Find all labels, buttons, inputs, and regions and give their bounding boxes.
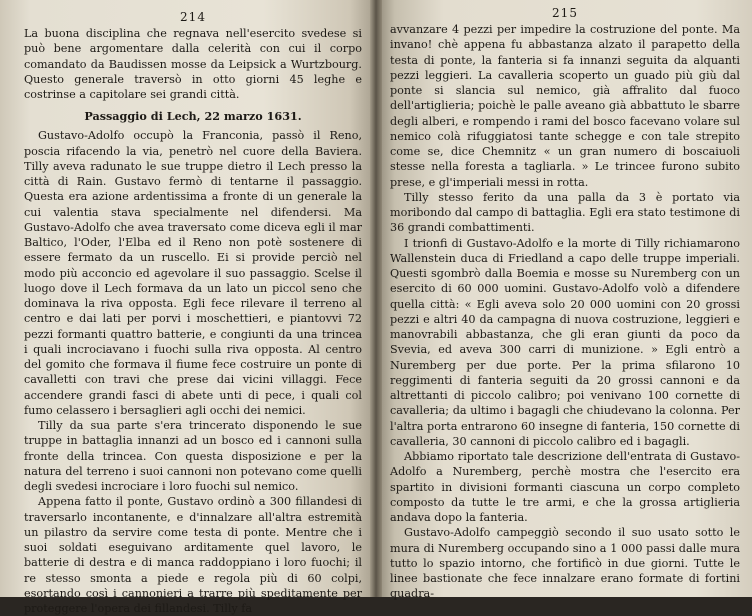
- page-number-right: 215: [552, 6, 578, 20]
- section-heading: Passaggio di Lech, 22 marzo 1631.: [84, 109, 302, 124]
- paragraph: Appena fatto il ponte, Gustavo ordinò a 300 fillandesi di traversarlo incontanente, e d'innalzare all'altra estremità un pilastro da servire come testa di ponte. Mentre che i suoi soldati eseguivano arditamente quel lavoro, le batterie di destra e di manca raddoppiano i loro fuochi; il re stesso smonta a piede e regola più di 60 colpi, esortando così i cannonieri a trarre più speditamente per proteggere l'opera dei fillandesi. Tilly fa: [24, 495, 362, 615]
- paragraph: Tilly stesso ferito da una palla da 3 è portato via moribondo dal campo di battaglia. Egli era stato testimone di 36 grandi combattimenti.: [390, 190, 740, 235]
- right-page: [376, 0, 752, 601]
- book-gutter: [370, 0, 382, 597]
- page-number-left: 214: [180, 10, 206, 24]
- paragraph-continued: avvanzare 4 pezzi per impedire la costruzione del ponte. Ma invano! chè appena fu abbastanza alzato il parapetto della testa di ponte, la fanteria si fa innanzi seguita da alquanti pezzi leggieri. La cavalleria scoperto un guado più giù dal ponte si slancia sul nemico, già affralito dal fuoco dell'artiglieria; poichè le palle aveano già abbattuto le sbarre degli alberi, e rompendo i rami del bosco facevano volare sul nemico colà rifuggiatosi tante schegge e con tale strepito come se, dice Chemnitz « un gran numero di boscaiuoli stesse nella foresta a tagliarla. » Le trincee furono subito prese, e gl'imperiali messi in rotta.: [390, 23, 740, 189]
- paragraph: Abbiamo riportato tale descrizione dell'entrata di Gustavo-Adolfo a Nuremberg, perchè mostra che l'esercito era spartito in divisioni formanti ciascuna un corpo completo composto da tutte le tre armi, e che la grossa artiglieria andava dopo la fanteria.: [390, 450, 740, 524]
- paragraph: Gustavo-Adolfo campeggiò secondo il suo usato sotto le mura di Nuremberg occupando sino a 1 000 passi dalle mura tutto lo spazio intorno, che fortificò in due giorni. Tutte le linee bastionate che fece innalzare erano formate di fortini quadra-: [390, 526, 740, 601]
- paragraph: Gustavo-Adolfo occupò la Franconia, passò il Reno, poscia rifacendo la via, penetrò nel cuore della Baviera. Tilly aveva radunato le sue truppe dietro il Lech presso la città di Rain. Gustavo fermò di tentarne il passaggio. Questa era azione ardentissima a fronte di un generale la cui valentia stava specialmente nel difendersi. Ma Gustavo-Adolfo che avea traversato come dicevа egli il mar Baltico, l'Oder, l'Elba ed il Reno non potè sostenere di essere fermato da un ruscello. Ei si provide perciò nel modo più acconcio ed agevolare il suo passaggio. Scelse il luogo dove il Lech formava da un lato un piccol seno che dominava la riva opposta. Egli fece rilevare il terreno al centro e dai lati per porvi i moschettieri, e piantovvi 72 pezzi formanti quattro batterie, e congiunti da una trincea i quali incrociavano i fuochi sulla riva opposta. Al centro del gomito che formava il fiume fece costruire un ponte di cavalletti con travi che prese dai vicini villaggi. Fece accendere grandi fasci di abete unti di pece, i quali col fumo celassero i bersaglieri agli occhi dei nemici.: [24, 129, 362, 417]
- paragraph-intro: La buona disciplina che regnava nell'esercito svedese si può bene argomentare dalla celerità con cui il corpo comandato da Baudissen mosse da Leipsick a Wurtzbourg. Questo generale traversò in otto giorni 45 leghe e costrinse a capitolare sei grandi città.: [24, 27, 362, 101]
- paragraph: Tilly da sua parte s'era trincerato disponendo le sue truppe in battaglia innanzi ad un bosco ed i cannoni sulla fronte della trincea. Con questa disposizione e per la natura del terreno i suoi cannoni non potevano come quelli degli svedesi incrociare i loro fuochi sul nemico.: [24, 419, 362, 493]
- paragraph: I trionfi di Gustavo-Adolfo e la morte di Tilly richiamarono Wallenstein duca di Friedland a capo delle truppe imperiali. Questi sgombrò dalla Boemia e mosse su Nuremberg con un esercito di 60 000 uomini. Gustavo-Adolfo volò a difendere quella città: « Egli aveva solo 20 000 uomini con 20 grossi pezzi e altri 40 da campagna di nuova costruzione, leggieri e manovrabili abbastanza, che gli eran giunti da poco da Svevia, ed aveva 300 carri di munizione. » Egli entrò a Nuremberg per due porte. Per la prima sfilarono 10 reggimenti di fanteria seguiti da 20 grossi cannoni e da altrettanti di piccolo calibro; poi venivano 100 cornette di cavalleria; da ultimo i bagagli che chiudevano la colonna. Per l'altra porta entrarono 60 insegne di fanteria, 150 cornette di cavalleria, 30 cannoni di piccolo calibro ed i bagagli.: [390, 236, 740, 448]
- left-page: [0, 0, 376, 615]
